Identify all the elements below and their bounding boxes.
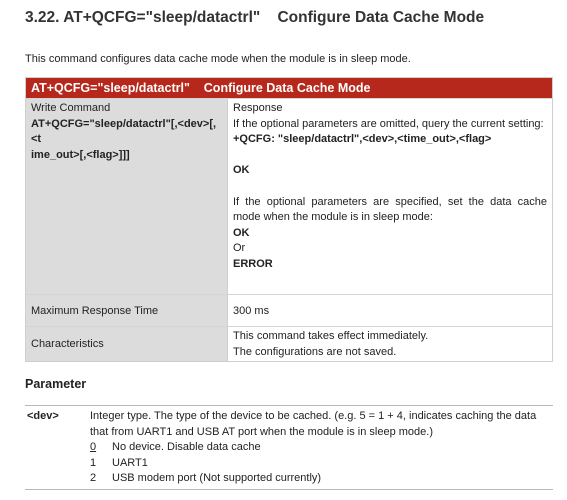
parameter-value-text: UART1 (112, 456, 148, 469)
write-command-cell (26, 99, 228, 294)
parameter-value-text: No device. Disable data cache (112, 441, 261, 454)
parameter-value-code: 1 (90, 456, 97, 469)
ok-result-2: OK (233, 226, 250, 239)
parameter-table (25, 405, 553, 490)
or-text: Or (233, 242, 246, 255)
specified-params-text: If the optional parameters are specified, set the data cache mode when the module is in sleep mode: (233, 195, 547, 224)
command-table (25, 77, 553, 362)
parameter-heading: Parameter (25, 377, 87, 391)
parameter-body (90, 409, 553, 487)
parameter-value-row (90, 471, 553, 487)
parameter-description: Integer type. The type of the device to be cached. (e.g. 5 = 1 + 4, indicates caching the data that from UART1 and USB AT port when the module is in sleep mode.) (90, 410, 537, 438)
characteristics-row (26, 326, 552, 361)
write-command-row (26, 98, 552, 294)
parameter-value-row (90, 456, 553, 472)
max-response-label: Maximum Response Time (26, 295, 228, 326)
section-heading: 3.22. AT+QCFG="sleep/datactrl" Configure Data Cache Mode (25, 9, 485, 26)
parameter-value-row (90, 440, 553, 456)
query-response-text: +QCFG: "sleep/datactrl",<dev>,<time_out>,<flag> (233, 133, 492, 146)
intro-text: This command configures data cache mode when the module is in sleep mode. (25, 53, 411, 65)
error-result: ERROR (233, 257, 273, 270)
parameter-value-text: USB modem port (Not supported currently) (112, 472, 322, 485)
write-command-syntax-line2: ime_out>[,<flag>]]] (31, 148, 130, 161)
spacer (233, 179, 547, 195)
characteristics-line2: The configurations are not saved. (233, 345, 397, 358)
command-table-banner: AT+QCFG="sleep/datactrl" Configure Data Cache Mode (26, 78, 552, 98)
write-response-cell (228, 99, 552, 294)
omitted-params-text: If the optional parameters are omitted, query the current setting: (233, 117, 544, 130)
write-command-syntax-line1: AT+QCFG="sleep/datactrl"[,<dev>[,<t (31, 117, 217, 146)
parameter-name: <dev> (27, 410, 59, 422)
ok-result: OK (233, 164, 250, 177)
write-command-label: Write Command (31, 102, 111, 114)
characteristics-line1: This command takes effect immediately. (233, 330, 429, 342)
parameter-value-code: 2 (90, 472, 97, 485)
parameter-value-code: 0 (90, 441, 97, 454)
characteristics-label: Characteristics (26, 327, 228, 361)
max-response-row (26, 294, 552, 326)
max-response-value: 300 ms (228, 295, 552, 326)
response-label: Response (233, 102, 283, 114)
spacer (233, 148, 547, 164)
characteristics-value (228, 327, 552, 361)
